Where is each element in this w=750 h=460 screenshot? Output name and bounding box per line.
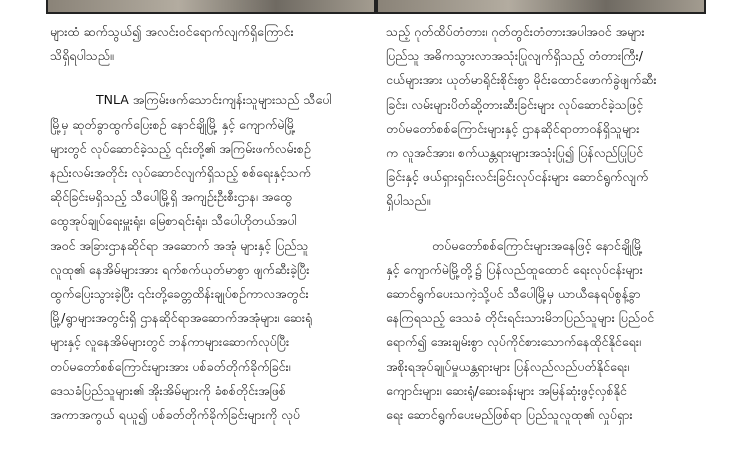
text-line: သည့် ဂုတ်ထိပ်တံတား၊ ဂုတ်တွင်းတံတားအပါအဝင် အများ (386, 24, 645, 39)
text-line: TNLA အကြမ်းဖက်သောင်းကျန်းသူများသည် သီပေါ (96, 92, 332, 108)
text-line: ပြည်သူ အဓိကသွားလာအသုံးပြုလျက်ရှိသည့် တံတားကြီး/ (386, 48, 643, 64)
text-line: ခြင်းနှင့် ဖယ်ရှားရှင်းလင်းခြင်းလုပ်ငန်းများ ဆောင်ရွက်လျက် (386, 169, 649, 185)
text-line: အဝင် အခြားဌာနဆိုင်ရာ အဆောက် အအုံ များနှင့် ပြည်သူ (50, 237, 309, 253)
article-photo-left (46, 0, 376, 14)
paragraph-gap (386, 214, 708, 234)
text-line: ငယ်များအား ယုတ်မာရိုင်းစိုင်းစွာ မိုင်းထောင်ဖောက်ခွဲဖျက်ဆီး (386, 72, 657, 88)
text-line: ဆိုင်ခြင်းမရှိသည့် သီပေါမြို့ရှိ အကျဉ်းဦးစီးဌာန၊ အထွေ (50, 189, 293, 205)
text-line: နှင့် ကျောက်မဲမြို့တို့၌ ပြန်လည်ထူထောင် ရေးလုပ်ငန်းများ (386, 261, 643, 277)
text-line: မြို့မှ ဆုတ်ခွာထွက်ပြေးစဉ် နောင်ချိုမြို့ နှင့် ကျောက်မဲမြို့ (50, 116, 296, 132)
text-line: ခြင်း၊ လမ်းများပိတ်ဆို့တားဆီးခြင်းများ လုပ်ဆောင်ခဲ့သဖြင့် (386, 96, 644, 112)
text-line: ထွေအုပ်ချုပ်ရေးမှူးရုံး၊ မြေစာရင်းရုံး၊ သီပေါဟိုတယ်အပါ (50, 213, 297, 229)
text-line: များနှင့် လူနေအိမ်များတွင် ဘန်ကာများဆောက်လုပ်ပြီး (50, 334, 290, 350)
text-line: ရှိပါသည်။ (386, 193, 431, 209)
text-line: အစိုးရအုပ်ချုပ်မှုယန္တရားများ ပြန်လည်လည်ပတ်နိုင်ရေး၊ (386, 358, 630, 374)
paragraph (386, 234, 708, 428)
text-line: အကာအကွယ် ရယူ၍ ပစ်ခတ်တိုက်ခိုက်ခြင်းများကို လုပ် (50, 407, 301, 423)
text-line: လူထု၏ နေအိမ်များအား ရက်စက်ယုတ်မာစွာ ဖျက်ဆီးခဲ့ပြီး (50, 261, 310, 277)
text-line: တပ်မတော်စစ်ကြောင်းများအား ပစ်ခတ်တိုက်ခိုက်ခြင်း၊ (50, 358, 291, 374)
text-line: ကျောင်းများ၊ ဆေးရုံ/ဆေးခန်းများ အမြန်ဆုံးဖွင့်လှစ်နိုင် (386, 382, 627, 398)
paragraph (50, 88, 368, 427)
paragraph (50, 20, 368, 68)
paragraph (386, 20, 708, 214)
article-column-right (386, 20, 708, 427)
text-line: တပ်မတော်စစ်ကြောင်းများအနေဖြင့် နောင်ချိုမြို့ (432, 237, 643, 253)
text-line: သိရှိရပါသည်။ (50, 48, 114, 64)
text-line: များထံ ဆက်သွယ်၍ အလင်းဝင်ရောက်လျက်ရှိကြောင်း (50, 24, 294, 39)
article-photo-right (376, 0, 706, 14)
text-line: ထွက်ပြေးသွားခဲ့ပြီး ၎င်းတို့ခေတ္တထိန်းချုပ်စဉ်ကာလအတွင်း (50, 286, 309, 302)
text-line: နည်းလမ်းအတိုင်း လုပ်ဆောင်လျက်ရှိသည့် စစ်ရေးနှင့်သက် (50, 165, 311, 181)
text-line: နေကြရသည့် ဒေသခံ တိုင်းရင်းသားမိဘပြည်သူများ ပြည်ဝင် (386, 310, 655, 326)
text-line: မြို့/ရွာများအတွင်းရှိ ဌာနဆိုင်ရာအဆောက်အအုံများ၊ ဆေးရုံ (50, 310, 313, 326)
article-column-left (50, 20, 368, 427)
text-line: ရောက်၍ အေးချမ်းစွာ လုပ်ကိုင်စားသောက်နေထိုင်နိုင်ရေး၊ (386, 334, 641, 350)
text-line: ဒေသခံပြည်သူများ၏ အိုးအိမ်များကို ခံစစ်တိုင်းအဖြစ် (50, 382, 286, 398)
paragraph-gap (50, 68, 368, 88)
text-line: က လူအင်အား၊ စက်ယန္တရားများအသုံးပြု၍ ပြန်လည်ပြုပြင် (386, 145, 644, 161)
text-line: ဆောင်ရွက်ပေးသကဲ့သို့ပင် သီပေါမြို့မှ ယာယီနေရပ်စွန့်ခွာ (386, 286, 641, 302)
text-line: များတွင် လုပ်ဆောင်ခဲ့သည့် ၎င်းတို့၏ အကြမ်းဖက်လမ်းစဉ် (50, 140, 311, 156)
text-line: တပ်မတော်စစ်ကြောင်းများနှင့် ဌာနဆိုင်ရာတာဝန်ရှိသူများ (386, 120, 640, 136)
text-line: ရေး ဆောင်ရွက်ပေးမည်ဖြစ်ရာ ပြည်သူလူထု၏ လှုပ်ရှား (386, 407, 633, 423)
